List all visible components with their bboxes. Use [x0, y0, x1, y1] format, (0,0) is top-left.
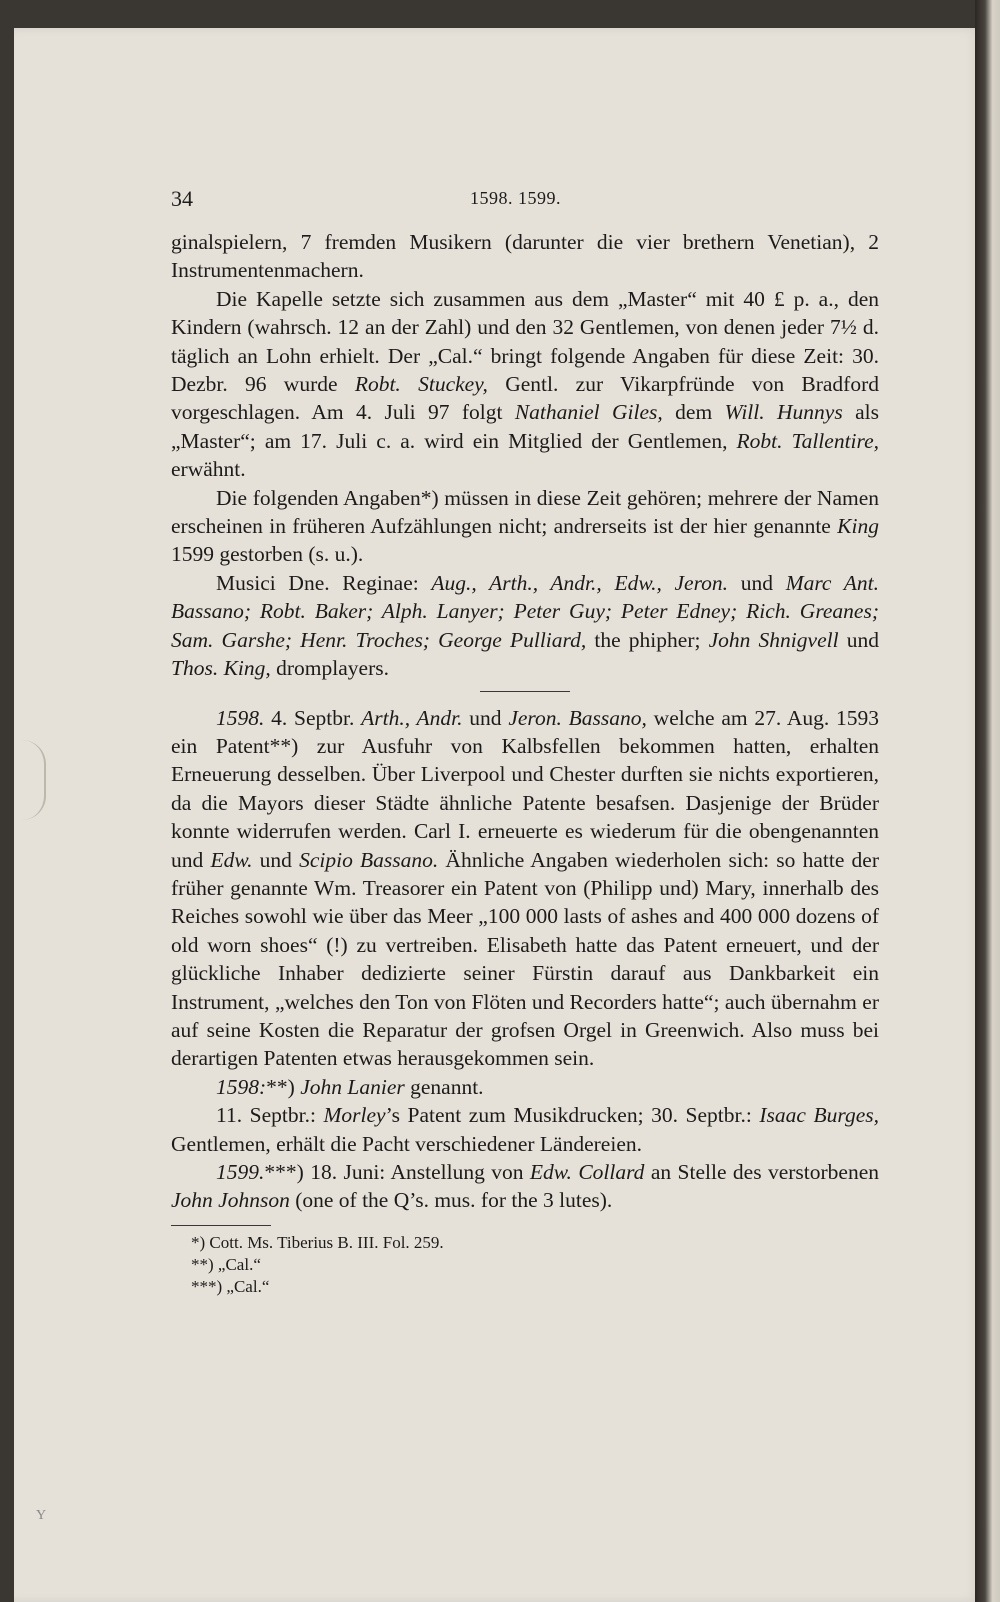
paragraph-text: 1599 gestorben (s. u.). — [171, 542, 364, 567]
italic-name-text: 1599. — [216, 1160, 265, 1184]
footnote: **) „Cal.“ — [191, 1254, 261, 1274]
paragraph — [171, 228, 879, 285]
paragraph-text: Gentlemen, erhält die Pacht verschiedener Ländereien. — [171, 1131, 642, 1156]
paragraph-text: genannt. — [404, 1074, 484, 1099]
running-title: 1598. 1599. — [470, 188, 561, 208]
page-header — [0, 186, 1000, 216]
paragraph-text: Die Kapelle setzte sich zusammen aus dem „Master“ mit 40 £ p. a., den Kindern (wahrsch. 12 an der Zahl) und den 32 Gentlemen, von denen jeder 7½ d. täglich an Lohn erhielt. Der „Cal.“ bringt folgende Angaben für diese Zeit: 30. Dezbr. 96 wurde — [171, 286, 879, 397]
italic-name-text: Thos. King, — [171, 656, 271, 681]
intro-paragraphs — [171, 228, 879, 683]
paragraph-text: und — [728, 570, 786, 595]
italic-name-text: Arth., Andr. — [361, 705, 463, 730]
italic-name-text: Isaac Burges, — [759, 1103, 880, 1128]
italic-name-text: Robt. Tallentire, — [736, 428, 879, 453]
italic-name-text: Morley — [323, 1103, 386, 1128]
paragraph-text: und — [838, 627, 879, 652]
italic-name-text: Scipio Bassano. — [299, 847, 439, 872]
paragraph-text: an Stelle des verstorbenen — [644, 1160, 880, 1184]
margin-mark: Y — [36, 1508, 47, 1523]
scan-top-shadow — [0, 0, 1000, 28]
section-divider — [480, 691, 570, 692]
paragraph-text: Gentl. zur Vikarpfründe von Bradford vorgeschlagen. Am 4. Juli 97 folgt — [171, 372, 879, 425]
book-spine-edge — [975, 0, 1000, 1602]
paragraph-text: Ähnliche Angaben wiederholen sich: so hatte der früher genannte Wm. Treasorer ein Patent von (Philipp und) Mary, innerhalb des Reiches sowohl wie über das Meer „100 000 lasts of ashes and 400 000 dozens of old worn shoes“ (!) zu vertreiben. Elisabeth hatte das Patent erneuert, und der glückliche Inhaber dedizierte seiner Fürstin darauf aus Dankbarkeit ein Instrument, „welches den Ton von Flöten und Recorders hatte“; auch übernahm er auf seine Kosten die Reparatur der grofsen Orgel in Greenwich. Also muss bei derartigen Patenten etwas herausgekommen sein. — [171, 847, 879, 1071]
paragraph-text: welche am 27. Aug. 1593 ein Patent**) zur Ausfuhr von Kalbsfellen bekommen hatten, erhalten Erneuerung desselben. Über Liverpool und Chester durften sie nichts exportieren, da die Mayors dieser Städte ähnliche Patente besafsen. Dasjenige der Brüder konnte widerrufen werden. Carl I. erneuerte es wiederum für die obengenannten und — [171, 705, 880, 872]
chronicle-entry — [171, 1158, 879, 1215]
paragraph-text: erwähnt. — [171, 457, 246, 482]
paragraph-text: Die folgenden Angaben*) müssen in diese Zeit gehören; mehrere der Namen erscheinen in früheren Aufzählungen nicht; andrerseits ist der hier genannte — [171, 485, 879, 539]
paragraph — [171, 484, 879, 569]
page-fold-arc — [22, 740, 46, 820]
paragraph-text: dem — [662, 400, 725, 425]
paragraph-text: ginalspielern, 7 fremden Musikern (darunter die vier brethern Venetian), 2 Instrumentenmachern. — [171, 230, 879, 283]
paragraph-text: 4. Septbr. — [264, 705, 362, 730]
footnote: *) Cott. Ms. Tiberius B. III. Fol. 259. — [191, 1232, 444, 1252]
footnote: ***) „Cal.“ — [191, 1276, 270, 1296]
chronicle-entry — [171, 1101, 879, 1158]
paragraph-text: ’s Patent zum Musikdrucken; 30. Septbr.: — [385, 1103, 760, 1128]
paragraph — [171, 285, 879, 484]
paragraph-text: als „Master“; am 17. Juli c. a. wird ein Mitglied der Gentlemen, — [171, 400, 879, 453]
footnotes — [171, 1232, 879, 1298]
footnote-divider — [171, 1225, 271, 1226]
italic-name-text: Jeron. Bassano, — [508, 705, 647, 730]
paragraph-text: dromplayers. — [270, 656, 389, 681]
italic-name-text: Edw. Collard — [529, 1160, 645, 1184]
italic-name-text: 1598: — [216, 1074, 267, 1099]
italic-name-text: 1598. — [216, 705, 265, 730]
paragraph — [171, 569, 879, 683]
italic-name-text: Marc Ant. Bassano; Robt. Baker; Alph. Lanyer; Peter Guy; Peter Edney; Rich. Greanes; Sam. Garshe; Henr. Troches; George Pulliard, — [171, 570, 879, 652]
italic-name-text: John Lanier — [300, 1074, 405, 1099]
paragraph-text: ***) 18. Juni: Anstellung von — [264, 1160, 530, 1184]
paragraph-text: 11. Septbr.: — [216, 1103, 324, 1128]
italic-name-text: King — [837, 514, 879, 539]
paragraph-text: (one of the Q’s. mus. for the 3 lutes). — [289, 1188, 613, 1213]
page-body — [171, 228, 879, 1298]
italic-name-text: John Johnson — [171, 1188, 290, 1213]
italic-name-text: John Shnigvell — [708, 627, 839, 652]
paragraph-text: the phipher; — [586, 627, 709, 652]
page-number: 34 — [171, 186, 193, 211]
paragraph-text: Musici Dne. Reginae: — [216, 570, 432, 595]
italic-name-text: Edw. — [210, 847, 253, 872]
italic-name-text: Will. Hunnys — [724, 400, 843, 425]
italic-name-text: Robt. Stuckey, — [354, 372, 488, 397]
italic-name-text: Nathaniel Giles, — [514, 400, 663, 425]
paragraph-text: und — [252, 847, 300, 872]
paragraph-text: **) — [266, 1074, 301, 1099]
chronicle-entry — [171, 704, 879, 1073]
chronicle-entries — [171, 704, 879, 1215]
chronicle-entry — [171, 1073, 879, 1101]
paragraph-text: und — [462, 705, 509, 730]
italic-name-text: Aug., Arth., Andr., Edw., Jeron. — [431, 570, 729, 595]
